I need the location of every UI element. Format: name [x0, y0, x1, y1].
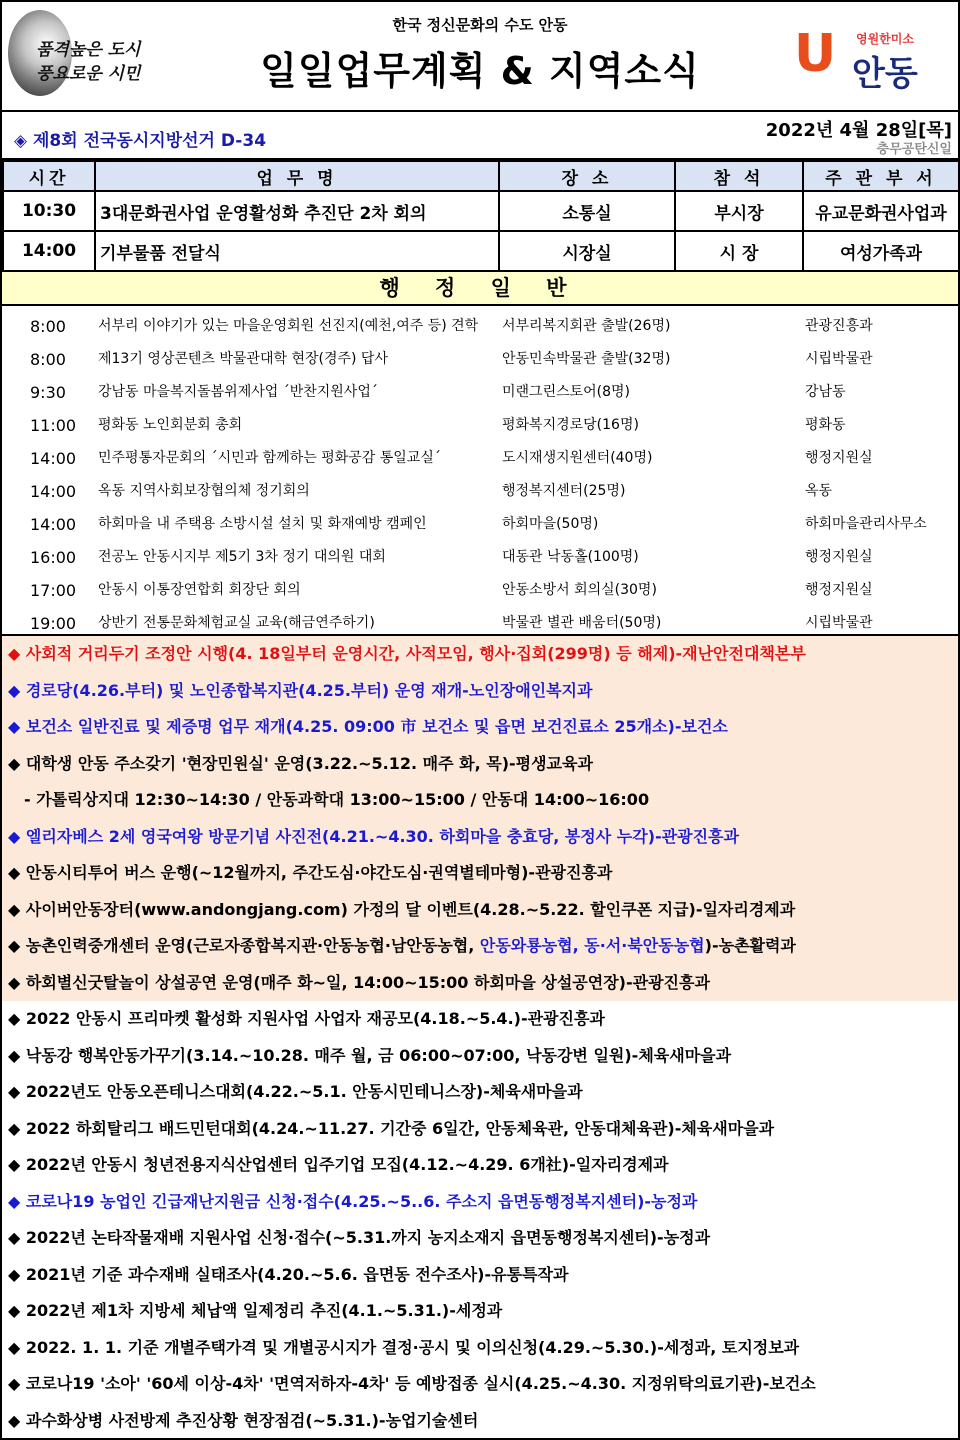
admin-task: 제13기 영상콘텐츠 박물관대학 현장(경주) 답사: [98, 351, 388, 367]
notice-item: ◆ 보건소 일반진료 및 제증명 업무 재개(4.25. 09:00 市 보건소 및 읍면 보건진료소 25개소)-보건소: [2, 709, 958, 746]
page-title: 일일업무계획 & 지역소식: [260, 49, 700, 93]
notice-item: [2, 928, 958, 965]
brand-name: 안동: [852, 54, 918, 94]
holiday-note: 충무공탄신일: [876, 142, 952, 157]
notice-item: ◆ 코로나19 '소아' '60세 이상-4차' '면역저하자-4차' 등 예방접종 실시(4.25.~4.30. 지정위탁의료기관)-보건소: [8, 1374, 816, 1393]
notice-item: ◆ 과수화상병 사전방제 추진상황 현장점검(~5.31.)-농업기술센터: [8, 1410, 479, 1430]
schedule-time: 10:30: [3, 191, 95, 231]
notice-item: ◆ 2022년 안동시 청년전용지식산업센터 입주기업 모집(4.12.~4.29. 6개社)-일자리경제과: [8, 1155, 669, 1174]
admin-row: [2, 574, 958, 607]
notice-text-part: 안동와룡농협, 동·서·북안동농협: [479, 936, 705, 955]
notice-item: ◆ 하회별신굿탈놀이 상설공연 운영(매주 화~일, 14:00~15:00 하회마을 상설공연장)-관광진흥과: [2, 965, 958, 1002]
admin-place: 미랜그린스토어(8명): [502, 384, 631, 400]
admin-time: 14:00: [30, 482, 77, 501]
admin-row: [2, 310, 958, 343]
admin-dept: 관광진흥과: [805, 318, 873, 334]
schedule-header-row: [3, 161, 959, 191]
admin-row: [2, 442, 958, 475]
date-line: [2, 112, 958, 160]
admin-time: 16:00: [30, 548, 77, 567]
admin-place: 안동민속박물관 출발(32명): [502, 351, 671, 367]
andong-brand-logo: [794, 22, 944, 92]
slogan-text: 품격높은 도시 풍요로운 시민: [36, 40, 141, 84]
schedule-row: [3, 191, 959, 231]
col-attend: 참 석: [675, 161, 803, 191]
election-countdown: ◈ 제8회 전국동시지방선거 D-34: [14, 131, 267, 151]
admin-task: 상반기 전통문화체험교실 교육(해금연주하기): [98, 615, 375, 631]
col-task: 업 무 명: [95, 161, 499, 191]
admin-section-title: 행 정 일 반: [2, 272, 958, 306]
notice-text-part: )-농촌활력과: [704, 936, 796, 955]
admin-dept: 옥동: [805, 483, 833, 499]
brand-tagline: 영원한미소: [856, 32, 914, 46]
admin-task: 안동시 이통장연합회 회장단 회의: [98, 582, 301, 598]
notice-item: ◆ 안동시티투어 버스 운행(~12월까지, 주간도심·야간도심·권역별테마형)-관광진흥과: [2, 855, 958, 892]
admin-row: [2, 607, 958, 640]
admin-place: 평화복지경로당(16명): [502, 417, 639, 433]
admin-task: 강남동 마을복지돌봄위제사업 ´반찬지원사업´: [98, 384, 378, 400]
notice-item: ◆ 경로당(4.26.부터) 및 노인종합복지관(4.25.부터) 운영 재개-노인장애인복지과: [2, 673, 958, 710]
admin-place: 박물관 별관 배움터(50명): [502, 615, 662, 631]
schedule-place: 시장실: [499, 231, 675, 271]
admin-dept: 강남동: [805, 384, 846, 400]
admin-dept: 행정지원실: [805, 549, 873, 565]
admin-dept: 행정지원실: [805, 582, 873, 598]
report-date: 2022년 4월 28일[목]: [765, 120, 952, 141]
schedule-attend: 부시장: [675, 191, 803, 231]
admin-task: 평화동 노인회분회 총회: [98, 417, 243, 433]
notice-item: ◆ 2022년 논타작물재배 지원사업 신청·접수(~5.31.까지 농지소재지 읍면동행정복지센터)-농정과: [8, 1228, 711, 1247]
admin-dept: 평화동: [805, 417, 846, 433]
admin-dept: 시립박물관: [805, 615, 873, 631]
admin-task: 하회마을 내 주택용 소방시설 설치 및 화재예방 캠페인: [98, 516, 427, 532]
andong-smile-icon: ᑌ: [794, 24, 837, 84]
schedule-dept: 유교문화권사업과: [803, 191, 959, 231]
schedule-attend: 시 장: [675, 231, 803, 271]
admin-dept: 행정지원실: [805, 450, 873, 466]
admin-row: [2, 541, 958, 574]
admin-place: 대동관 낙동홀(100명): [502, 549, 639, 565]
schedule-task: 기부물품 전달식: [95, 231, 499, 271]
header-subtitle: 한국 정신문화의 수도 안동: [392, 16, 568, 34]
notice-item: ◆ 코로나19 농업인 긴급재난지원금 신청·접수(4.25.~5..6. 주소지 읍면동행정복지센터)-농정과: [8, 1191, 698, 1211]
admin-place: 도시재생지원센터(40명): [502, 450, 653, 466]
admin-row: [2, 376, 958, 409]
admin-row: [2, 475, 958, 508]
notice-item: ◆ 2022년도 안동오픈테니스대회(4.22.~5.1. 안동시민테니스장)-체육새마을과: [8, 1082, 583, 1101]
notice-item: ◆ 엘리자베스 2세 영국여왕 방문기념 사진전(4.21.~4.30. 하회마을 충효당, 봉정사 누각)-관광진흥과: [2, 819, 958, 856]
schedule-place: 소통실: [499, 191, 675, 231]
notice-item: ◆ 사회적 거리두기 조정안 시행(4. 18일부터 운영시간, 사적모임, 행사·집회(299명) 등 해제)-재난안전대책본부: [2, 636, 958, 673]
admin-list: [2, 306, 958, 636]
admin-row: [2, 409, 958, 442]
admin-time: 14:00: [30, 515, 77, 534]
admin-task: 전공노 안동시지부 제5기 3차 정기 대의원 대회: [98, 549, 386, 565]
col-time: 시간: [3, 161, 95, 191]
admin-row: [2, 343, 958, 376]
admin-place: 서부리복지회관 출발(26명): [502, 318, 671, 334]
schedule-dept: 여성가족과: [803, 231, 959, 271]
admin-dept: 하회마을관리사무소: [805, 516, 927, 532]
admin-place: 하회마을(50명): [502, 516, 599, 532]
notice-item: ◆ 2022 안동시 프리마켓 활성화 지원사업 사업자 재공모(4.18.~5.4.)-관광진흥과: [8, 1009, 605, 1028]
header: [2, 2, 958, 112]
schedule-task: 3대문화권사업 운영활성화 추진단 2차 회의: [95, 191, 499, 231]
admin-place: 안동소방서 회의실(30명): [502, 582, 657, 598]
admin-dept: 시립박물관: [805, 351, 873, 367]
notice-item: ◆ 대학생 안동 주소갖기 '현장민원실' 운영(3.22.~5.12. 매주 화, 목)-평생교육과: [2, 746, 958, 783]
notice-item: ◆ 2022 하회탈리그 배드민턴대회(4.24.~11.27. 기간중 6일간, 안동체육관, 안동대체육관)-체육새마을과: [8, 1118, 775, 1138]
admin-task: 옥동 지역사회보장협의체 정기회의: [98, 483, 310, 499]
admin-task: 민주평통자문회의 ´시민과 함께하는 평화공감 통일교실´: [98, 450, 441, 466]
col-place: 장 소: [499, 161, 675, 191]
admin-place: 행정복지센터(25명): [502, 483, 626, 499]
admin-time: 19:00: [30, 614, 77, 633]
admin-row: [2, 508, 958, 541]
admin-time: 8:00: [30, 350, 66, 369]
notice-item: ◆ 2021년 기준 과수재배 실태조사(4.20.~5.6. 읍면동 전수조사)-유통특작과: [8, 1264, 569, 1284]
notice-item: ◆ 2022년 제1차 지방세 체납액 일제정리 추진(4.1.~5.31.)-세정과: [8, 1301, 503, 1320]
notice-item: - 가톨릭상지대 12:30~14:30 / 안동과학대 13:00~15:00 / 안동대 14:00~16:00: [2, 782, 958, 819]
admin-time: 9:30: [30, 383, 66, 402]
admin-task: 서부리 이야기가 있는 마을운영회원 선진지(예천,여주 등) 견학: [98, 318, 479, 334]
notice-list: [2, 636, 958, 1439]
notice-item: ◆ 낙동강 행복안동가꾸기(3.14.~10.28. 매주 월, 금 06:00~07:00, 낙동강변 일원)-체육새마을과: [8, 1045, 732, 1065]
admin-time: 8:00: [30, 317, 66, 336]
schedule-row: [3, 231, 959, 271]
notice-text-part: ◆ 농촌인력중개센터 운영(근로자종합복지관·안동농협·남안동농협,: [8, 936, 480, 955]
admin-time: 14:00: [30, 449, 77, 468]
col-dept: 주 관 부 서: [803, 161, 959, 191]
notice-item: ◆ 2022. 1. 1. 기준 개별주택가격 및 개별공시지가 결정·공시 및 이의신청(4.29.~5.30.)-세정과, 토지정보과: [8, 1337, 800, 1357]
admin-time: 11:00: [30, 416, 77, 435]
schedule-time: 14:00: [3, 231, 95, 271]
notice-item: ◆ 사이버안동장터(www.andongjang.com) 가정의 달 이벤트(4.28.~5.22. 할인쿠폰 지급)-일자리경제과: [2, 892, 958, 929]
admin-time: 17:00: [30, 581, 77, 600]
schedule-table: [2, 160, 960, 272]
